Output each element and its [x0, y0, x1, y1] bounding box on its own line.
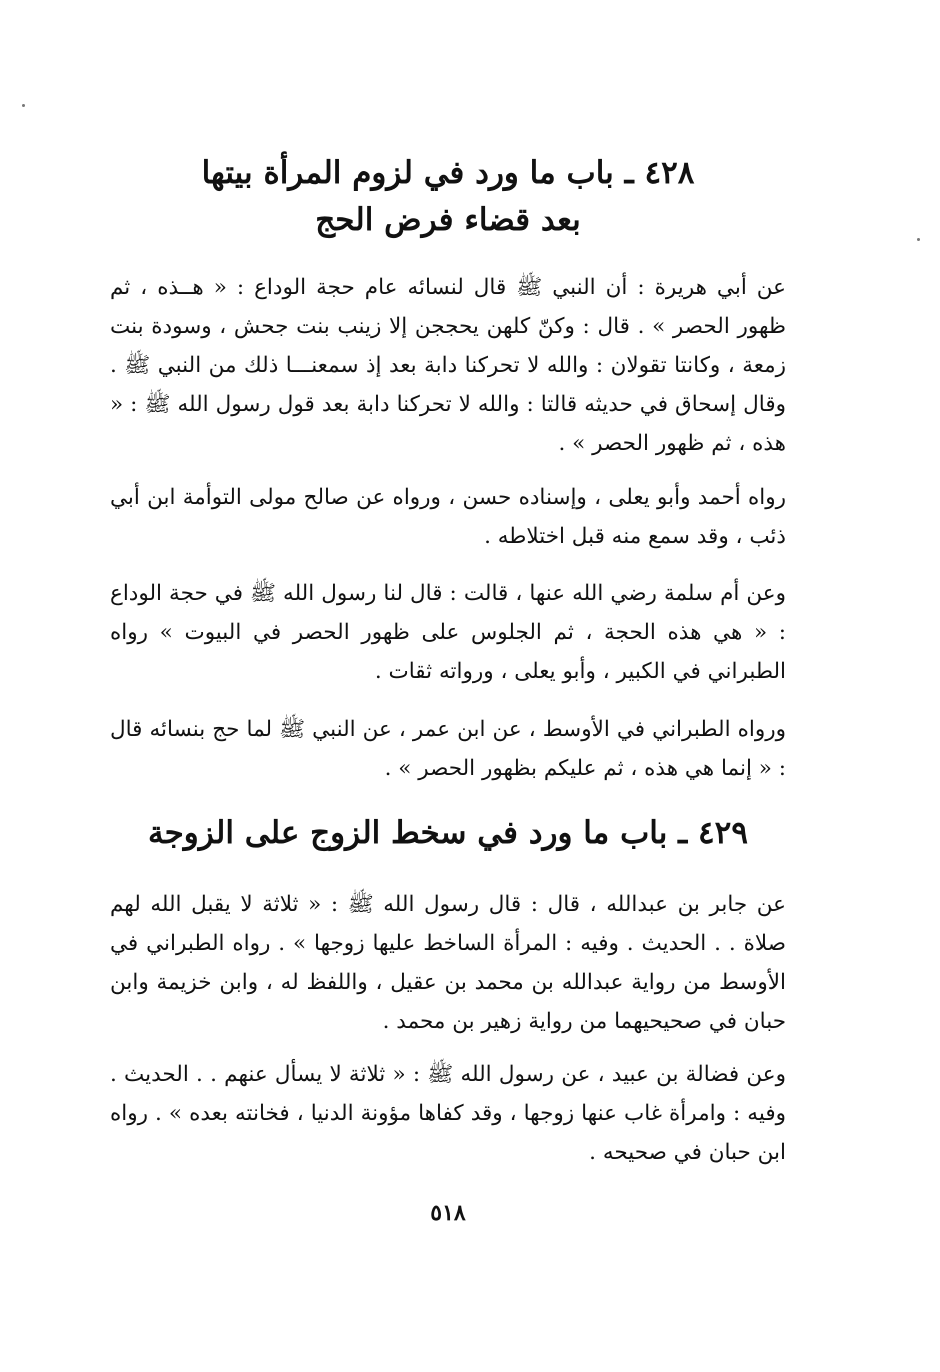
book-page: [110, 0, 786, 1372]
paragraph-fadala: وعن فضالة بن عبيد ، عن رسول الله ﷺ : « ثلاثة لا يسأل عنهم . . الحديث . وفيه : وامرأة غاب عنها زوجها ، وقد كفاها مؤونة الدنيا ، فخانته بعده » . رواه ابن حبان في صحيحه .: [110, 1062, 786, 1165]
scan-speck: [917, 238, 920, 241]
paragraph-abu-hurayra: عن أبي هريرة : أن النبي ﷺ قال لنسائه عام حجة الوداع : « هــذه ، ثم ظهور الحصر » . قال : وكنّ كلهن يحججن إلا زينب بنت جحش ، وسودة بنت زمعة ، وكانتا تقولان : والله لا تحركنا دابة بعد إذ سمعنـــا ذلك من النبي ﷺ . وقال إسحاق في حديثه قالتا : والله لا تحركنا دابة بعد قول رسول الله ﷺ : « هذه ، ثم ظهور الحصر » .: [110, 275, 786, 456]
chapter-428-title-line-1: ٤٢٨ ـ باب ما ورد في لزوم المرأة بيتها: [201, 155, 695, 191]
scan-speck: [22, 104, 25, 107]
chapter-428-title: [110, 150, 786, 244]
paragraph-jabir: عن جابر بن عبدالله ، قال : قال رسول الله ﷺ : « ثلاثة لا يقبل الله لهم صلاة . . الحديث . وفيه : المرأة الساخط عليها زوجها » . رواه الطبراني في الأوسط من رواية عبدالله بن محمد بن عقيل ، واللفظ له ، وابن خزيمة وابن حبان في صحيحيهما من رواية زهير بن محمد .: [110, 892, 786, 1034]
chapter-428-title-line-2: بعد قضاء فرض الحج: [315, 202, 581, 238]
chapter-429-title: ٤٢٩ ـ باب ما ورد في سخط الزوج على الزوجة: [148, 815, 748, 851]
paragraph-umm-salama: وعن أم سلمة رضي الله عنها ، قالت : قال لنا رسول الله ﷺ في حجة الوداع : « هي هذه الحجة ، ثم الجلوس على ظهور الحصر في البيوت » رواه الطبراني في الكبير ، وأبو يعلى ، ورواته ثقات .: [110, 581, 786, 684]
paragraph-tabarani-awsat: ورواه الطبراني في الأوسط ، عن ابن عمر ، عن النبي ﷺ لما حج بنسائه قال : « إنما هي هذه ، ثم عليكم بظهور الحصر » .: [110, 717, 786, 781]
page-number: ٥١٨: [430, 1200, 466, 1226]
paragraph-ahmad-abu-yala: رواه أحمد وأبو يعلى ، وإسناده حسن ، ورواه عن صالح مولى التوأمة ابن أبي ذئب ، وقد سمع منه قبل اختلاطه .: [110, 485, 786, 549]
